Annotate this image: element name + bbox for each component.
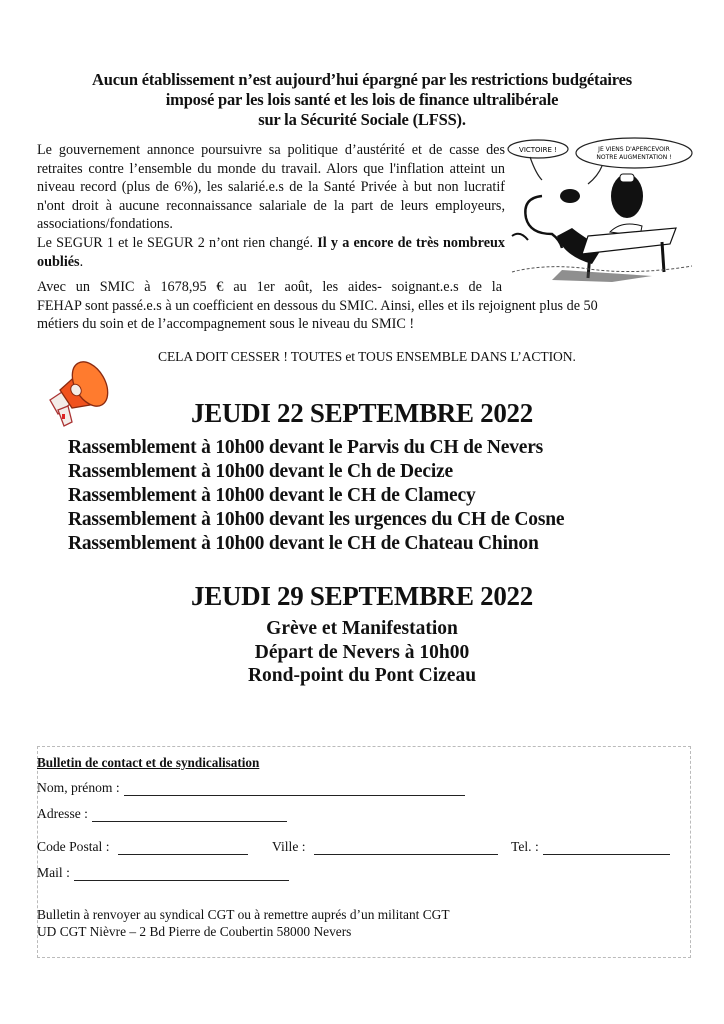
event-2-line: Grève et Manifestation	[266, 618, 458, 639]
postal-code-label: Code Postal :	[37, 839, 110, 854]
cartoon-illustration	[502, 136, 698, 282]
city-field[interactable]	[272, 839, 498, 855]
speech-bubble-right	[576, 138, 692, 168]
headline	[0, 70, 724, 130]
footer-line-1: Bulletin à renvoyer au syndical CGT ou à remettre auprés d’un militant CGT	[37, 907, 450, 922]
city-input-line[interactable]	[314, 842, 498, 855]
address-field[interactable]	[37, 806, 287, 822]
footer-line-2: UD CGT Nièvre – 2 Bd Pierre de Coubertin 58000 Nevers	[37, 924, 352, 939]
character-head	[525, 196, 562, 248]
address-label: Adresse :	[37, 806, 88, 821]
smic-text	[37, 278, 693, 334]
bubble-right-line-2: NOTRE AUGMENTATION !	[596, 154, 672, 161]
bubble-left-text: VICTOIRE !	[519, 146, 557, 154]
headline-line-1: Aucun établissement n’est aujourd’hui épargné par les restrictions budgétaires	[92, 70, 632, 89]
event-2-details	[0, 617, 724, 688]
gathering-item: Rassemblement à 10h00 devant le CH de Chateau Chinon	[68, 533, 539, 554]
segur-bold: Il y a encore de très nombreux oubliés	[37, 234, 506, 270]
postal-code-field[interactable]	[37, 839, 248, 855]
mail-field[interactable]	[37, 865, 289, 881]
segur-paragraph	[37, 234, 505, 271]
name-label: Nom, prénom :	[37, 780, 120, 795]
segur-text: Le SEGUR 1 et le SEGUR 2 n’ont rien changé.	[37, 234, 318, 251]
address-input-line[interactable]	[92, 809, 287, 822]
headline-line-2: imposé par les lois santé et les lois de finance ultralibérale	[165, 90, 559, 109]
smic-line-2: FEHAP sont passé.e.s à un coefficient en dessous du SMIC. Ainsi, elles et ils rejoignent plus de 50	[37, 297, 598, 314]
postal-code-input-line[interactable]	[118, 842, 248, 855]
bulletin-footer	[37, 906, 450, 940]
segur-end: .	[79, 253, 84, 270]
phone-input-line[interactable]	[543, 842, 670, 855]
mail-input-line[interactable]	[74, 868, 289, 881]
gathering-item: Rassemblement à 10h00 devant le Ch de Decize	[68, 461, 453, 482]
smic-line-3: métiers du soin et de l’accompagnement sous le niveau du SMIC !	[37, 316, 415, 333]
phone-field[interactable]	[511, 839, 670, 855]
bulletin-title: Bulletin de contact et de syndicalisation	[37, 755, 260, 770]
gathering-item: Rassemblement à 10h00 devant le CH de Clamecy	[68, 485, 476, 506]
intro-paragraph: Le gouvernement annonce poursuivre sa politique d’austérité et de casse des retraites contre l’ensemble du monde du travail. Alors que l'inflation atteint un niveau record (plus de 6%), les salarié.e.s de la Santé Privée à but non lucratif n'ont droit à aucune reconnaissance salariale de la part de leurs employeurs, associations/fondations.	[37, 142, 505, 233]
gathering-item: Rassemblement à 10h00 devant le Parvis du CH de Nevers	[68, 437, 544, 458]
headline-line-3: sur la Sécurité Sociale (LFSS).	[258, 110, 466, 129]
bubble-right-line-1: JE VIENS D'APERCEVOIR	[598, 146, 670, 153]
city-label: Ville :	[272, 839, 306, 854]
event-2-line: Départ de Nevers à 10h00	[254, 641, 470, 663]
event-2-line: Rond-point du Pont Cizeau	[247, 665, 477, 686]
event-1-gatherings	[68, 436, 564, 556]
name-field[interactable]	[37, 780, 465, 796]
phone-label: Tel. :	[511, 839, 539, 854]
call-to-action: CELA DOIT CESSER ! TOUTES et TOUS ENSEMBLE DANS L’ACTION.	[158, 349, 576, 364]
gathering-item: Rassemblement à 10h00 devant les urgences du CH de Cosne	[68, 509, 565, 530]
smic-line-1: Avec un SMIC à 1678,95 € au 1er août, les aides- soignant.e.s de la	[37, 279, 502, 295]
event-2-date: JEUDI 29 SEPTEMBRE 2022	[191, 581, 533, 611]
event-1-date: JEUDI 22 SEPTEMBRE 2022	[191, 398, 533, 428]
intro-text	[37, 141, 505, 271]
mail-label: Mail :	[37, 865, 70, 880]
name-input-line[interactable]	[124, 783, 465, 796]
